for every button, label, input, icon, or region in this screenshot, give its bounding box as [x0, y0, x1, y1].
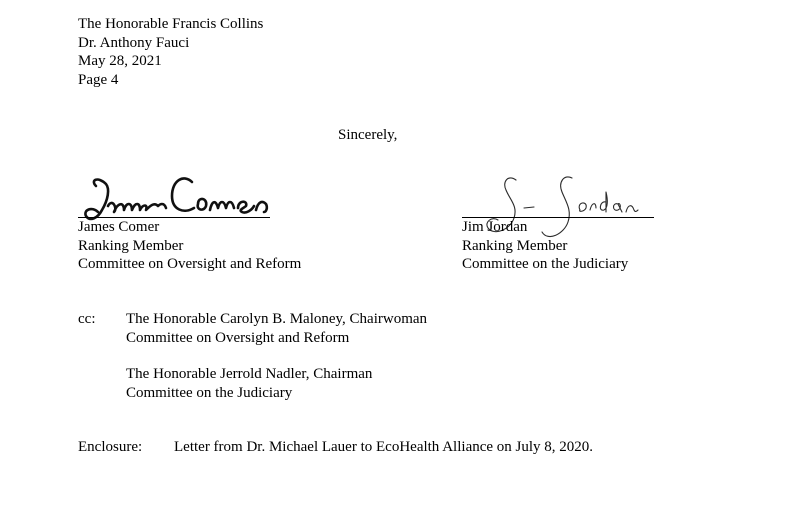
- cc-recipient-line: The Honorable Jerrold Nadler, Chairman: [126, 366, 373, 382]
- letter-header: [78, 15, 263, 89]
- signatory-committee: Committee on Oversight and Reform: [78, 256, 302, 272]
- page-number: Page 4: [78, 71, 119, 88]
- letter-date: May 28, 2021: [78, 53, 162, 69]
- enclosure-text: Letter from Dr. Michael Lauer to EcoHealth Alliance on July 8, 2020.: [174, 439, 594, 455]
- recipient-line-1: The Honorable Francis Collins: [78, 16, 264, 32]
- cc-recipient-line: The Honorable Carolyn B. Maloney, Chairwoman: [126, 311, 428, 327]
- signatory-committee: Committee on the Judiciary: [462, 256, 629, 272]
- signatory-title: Ranking Member: [462, 237, 568, 254]
- recipient-line-2: Dr. Anthony Fauci: [78, 34, 190, 51]
- signatory-block-jordan: [462, 218, 628, 274]
- cc-label: cc:: [78, 311, 96, 327]
- cc-recipient-committee: Committee on the Judiciary: [126, 384, 293, 401]
- enclosure-label: Enclosure:: [78, 439, 143, 455]
- cc-recipient-1: [126, 310, 427, 347]
- signatory-block-comer: [78, 218, 301, 274]
- signatory-title: Ranking Member: [78, 237, 184, 254]
- signatory-name: Jim Jordan: [462, 219, 528, 235]
- closing: Sincerely,: [338, 127, 398, 143]
- cc-recipient-committee: Committee on Oversight and Reform: [126, 329, 350, 346]
- cc-recipient-2: [126, 365, 372, 402]
- signatory-name: James Comer: [78, 219, 160, 235]
